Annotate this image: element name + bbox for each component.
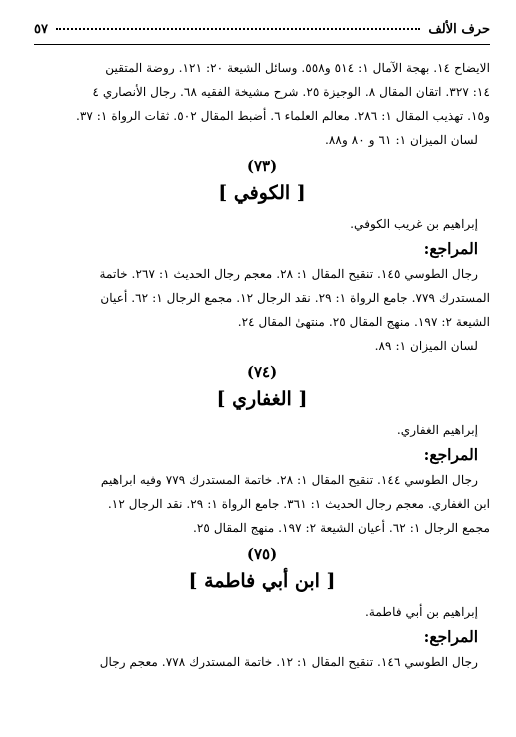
page-content	[34, 56, 490, 674]
chapter-title: حرف الألف	[428, 22, 490, 37]
references-heading: المراجع:	[423, 239, 478, 258]
references-heading: المراجع:	[423, 445, 478, 464]
entry-title: [ الكوفي ]	[218, 182, 306, 204]
reference-line: الشيعة ٢: ١٩٧. منهج المقال ٢٥. منتهىٰ المقال ٢٤.	[237, 315, 490, 329]
header-rule	[34, 44, 490, 45]
reference-line: المستدرك ٧٧٩. جامع الرواة ١: ٢٩. نقد الرجال ١٢. مجمع الرجال ١: ٦٢. أعيان	[100, 291, 490, 305]
text-line: و١٥. تهذيب المقال ١: ٢٨٦. معالم العلماء ٦. أضبط المقال ٥٠٢. ثقات الرواة ١: ٣٧.	[75, 109, 490, 123]
reference-line: رجال الطوسي ١٤٤. تنقيح المقال ١: ٢٨. خاتمة المستدرك ٧٧٩ وفيه ابراهيم	[100, 473, 478, 487]
reference-line: مجمع الرجال ١: ٦٢. أعيان الشيعة ٢: ١٩٧. منهج المقال ٢٥.	[192, 521, 490, 535]
entry-title: [ الغفاري ]	[216, 388, 308, 410]
reference-line: ابن الغفاري. معجم رجال الحديث ١: ٣٦١. جامع الرواة ١: ٢٩. نقد الرجال ١٢.	[107, 497, 490, 511]
running-header	[34, 22, 490, 37]
entry-number: (٧٤)	[246, 363, 278, 381]
entry-number: (٧٣)	[246, 157, 278, 175]
entry-name: إبراهيم بن أبي فاطمة.	[364, 605, 478, 619]
reference-line: لسان الميزان ١: ٨٩.	[374, 339, 478, 353]
leader-dots	[56, 28, 420, 30]
reference-line: رجال الطوسي ١٤٦. تنقيح المقال ١: ١٢. خاتمة المستدرك ٧٧٨. معجم رجال	[99, 655, 478, 669]
reference-line: رجال الطوسي ١٤٥. تنقيح المقال ١: ٢٨. معجم رجال الحديث ١: ٢٦٧. خاتمة	[99, 267, 478, 281]
text-line: ١٤: ٣٢٧. اتقان المقال ٨. الوجيزة ٢٥. شرح مشيخة الفقيه ٦٨. رجال الأنصاري ٤	[92, 85, 490, 99]
text-line: الايضاح ١٤. بهجة الآمال ١: ٥١٤ و٥٥٨. وسائل الشيعة ٢٠: ١٢١. روضة المتقين	[105, 61, 490, 75]
entry-name: إبراهيم الغفاري.	[396, 423, 478, 437]
entry-number: (٧٥)	[246, 545, 278, 563]
entry-title: [ ابن أبي فاطمة ]	[188, 570, 336, 592]
references-heading: المراجع:	[423, 627, 478, 646]
page-number: ٥٧	[34, 22, 48, 37]
entry-name: إبراهيم بن غريب الكوفي.	[350, 217, 478, 231]
text-line: لسان الميزان ١: ٦١ و ٨٠ و٨٨.	[325, 133, 478, 147]
